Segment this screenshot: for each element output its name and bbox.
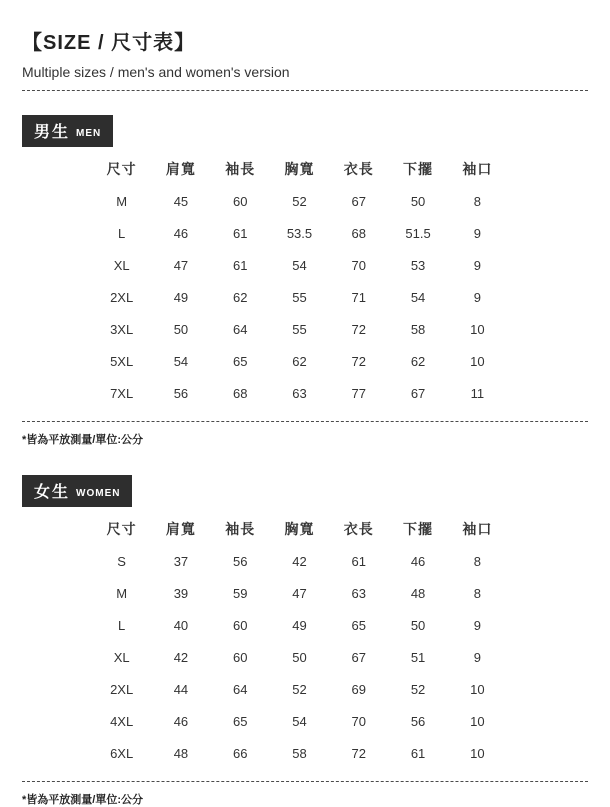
measurement-value: 42: [173, 649, 189, 665]
dashed-divider: [22, 90, 588, 91]
table-row: [92, 281, 507, 313]
measurement-value: 70: [351, 713, 366, 729]
measurement-value: 56: [410, 713, 426, 729]
measurement-value: 54: [292, 257, 307, 273]
measurement-value: 9: [473, 649, 481, 665]
size-label: L: [118, 225, 126, 241]
measurement-value: 45: [173, 193, 189, 209]
col-header-shoulder: 肩寬: [165, 521, 196, 537]
size-label: XL: [113, 257, 130, 273]
measurement-value: 61: [232, 257, 248, 273]
measurement-value: 65: [232, 713, 248, 729]
col-header-hem: 下擺: [403, 521, 434, 537]
table-header-row: [92, 153, 507, 185]
measurement-value: 63: [351, 585, 366, 601]
measurement-value: 67: [351, 193, 366, 209]
measurement-value: 10: [470, 713, 485, 729]
table-row: [92, 641, 507, 673]
table-row: [92, 577, 507, 609]
table-row: [92, 705, 507, 737]
measurement-value: 49: [292, 617, 307, 633]
measurement-value: 8: [473, 193, 481, 209]
col-header-length: 衣長: [343, 521, 374, 537]
measurement-value: 9: [473, 289, 481, 305]
measurement-value: 69: [351, 681, 366, 697]
table-row: [92, 185, 507, 217]
women-badge-label-zh: 女生: [34, 484, 71, 501]
measurement-value: 50: [410, 193, 426, 209]
measurement-value: 46: [410, 553, 426, 569]
measurement-value: 61: [232, 225, 248, 241]
measurement-value: 9: [473, 257, 481, 273]
measurement-value: 55: [292, 289, 307, 305]
measurement-value: 62: [410, 353, 426, 369]
measurement-value: 50: [173, 321, 189, 337]
page-title: 【SIZE / 尺寸表】: [22, 32, 196, 54]
measurement-value: 51: [410, 649, 426, 665]
measurement-value: 61: [410, 745, 426, 761]
measurement-value: 72: [351, 321, 366, 337]
dashed-divider: [22, 421, 588, 422]
men-size-table: [92, 153, 507, 409]
measurement-value: 59: [232, 585, 248, 601]
measurement-value: 77: [351, 385, 366, 401]
col-header-sleeve: 袖長: [225, 521, 256, 537]
size-label: XL: [113, 649, 130, 665]
measurement-value: 39: [173, 585, 189, 601]
measurement-value: 11: [470, 385, 485, 401]
measurement-value: 9: [473, 225, 481, 241]
measurement-value: 68: [232, 385, 248, 401]
measurement-value: 72: [351, 745, 366, 761]
size-label: 3XL: [110, 321, 134, 337]
measurement-value: 60: [232, 193, 248, 209]
measurement-value: 51.5: [405, 225, 431, 241]
measurement-value: 54: [173, 353, 189, 369]
measurement-value: 42: [292, 553, 307, 569]
women-section-badge: [22, 475, 132, 507]
measurement-value: 54: [410, 289, 426, 305]
measurement-note: *皆為平放測量/單位:公分: [22, 434, 143, 446]
measurement-value: 58: [292, 745, 307, 761]
measurement-value: 52: [292, 681, 307, 697]
page-subtitle: Multiple sizes / men's and women's version: [22, 64, 290, 80]
women-badge-label-en: WOMEN: [76, 488, 121, 499]
measurement-value: 49: [173, 289, 189, 305]
size-label: M: [116, 585, 128, 601]
measurement-value: 10: [470, 321, 485, 337]
measurement-value: 61: [351, 553, 366, 569]
col-header-hem: 下擺: [403, 161, 434, 177]
table-row: [92, 609, 507, 641]
measurement-value: 68: [351, 225, 366, 241]
measurement-value: 62: [292, 353, 307, 369]
size-label: 7XL: [110, 385, 134, 401]
women-size-table: [92, 513, 507, 769]
size-label: M: [116, 193, 128, 209]
size-label: L: [118, 617, 126, 633]
measurement-value: 58: [410, 321, 426, 337]
col-header-sleeve: 袖長: [225, 161, 256, 177]
measurement-value: 8: [473, 553, 481, 569]
table-row: [92, 737, 507, 769]
measurement-value: 67: [410, 385, 426, 401]
measurement-value: 65: [351, 617, 366, 633]
measurement-value: 48: [410, 585, 426, 601]
measurement-value: 63: [292, 385, 307, 401]
size-label: 2XL: [110, 681, 134, 697]
measurement-value: 65: [232, 353, 248, 369]
measurement-value: 47: [292, 585, 307, 601]
measurement-value: 66: [232, 745, 248, 761]
measurement-value: 50: [292, 649, 307, 665]
size-label: 4XL: [110, 713, 134, 729]
dashed-divider: [22, 781, 588, 782]
table-row: [92, 249, 507, 281]
table-row: [92, 217, 507, 249]
col-header-cuff: 袖口: [462, 521, 493, 537]
men-badge-label-en: MEN: [76, 128, 102, 139]
measurement-value: 40: [173, 617, 189, 633]
measurement-value: 10: [470, 681, 485, 697]
size-label: S: [117, 553, 126, 569]
col-header-size: 尺寸: [106, 161, 137, 177]
table-row: [92, 313, 507, 345]
col-header-chest: 胸寬: [284, 521, 315, 537]
col-header-size: 尺寸: [106, 521, 137, 537]
measurement-value: 62: [232, 289, 248, 305]
measurement-value: 55: [292, 321, 307, 337]
measurement-value: 54: [292, 713, 307, 729]
size-label: 5XL: [110, 353, 134, 369]
measurement-value: 70: [351, 257, 366, 273]
measurement-value: 46: [173, 713, 189, 729]
men-badge-label-zh: 男生: [34, 124, 71, 141]
measurement-value: 46: [173, 225, 189, 241]
measurement-value: 50: [410, 617, 426, 633]
measurement-value: 67: [351, 649, 366, 665]
col-header-shoulder: 肩寬: [165, 161, 196, 177]
measurement-value: 44: [173, 681, 189, 697]
measurement-value: 64: [232, 681, 248, 697]
size-label: 2XL: [110, 289, 134, 305]
measurement-value: 56: [232, 553, 248, 569]
measurement-value: 53.5: [286, 225, 313, 241]
measurement-value: 8: [473, 585, 481, 601]
measurement-value: 10: [470, 353, 485, 369]
measurement-value: 52: [410, 681, 426, 697]
measurement-value: 64: [232, 321, 248, 337]
measurement-value: 60: [232, 617, 248, 633]
table-row: [92, 673, 507, 705]
table-header-row: [92, 513, 507, 545]
col-header-length: 衣長: [343, 161, 374, 177]
measurement-value: 71: [351, 289, 366, 305]
measurement-note: *皆為平放測量/單位:公分: [22, 794, 143, 806]
col-header-cuff: 袖口: [462, 161, 493, 177]
measurement-value: 72: [351, 353, 366, 369]
table-row: [92, 545, 507, 577]
men-section-badge: [22, 115, 113, 147]
measurement-value: 52: [292, 193, 307, 209]
col-header-chest: 胸寬: [284, 161, 315, 177]
measurement-value: 53: [410, 257, 426, 273]
measurement-value: 37: [173, 553, 189, 569]
measurement-value: 60: [232, 649, 248, 665]
table-row: [92, 345, 507, 377]
size-label: 6XL: [110, 745, 134, 761]
measurement-value: 47: [173, 257, 189, 273]
measurement-value: 56: [173, 385, 189, 401]
measurement-value: 9: [473, 617, 481, 633]
measurement-value: 48: [173, 745, 189, 761]
table-row: [92, 377, 507, 409]
measurement-value: 10: [470, 745, 485, 761]
